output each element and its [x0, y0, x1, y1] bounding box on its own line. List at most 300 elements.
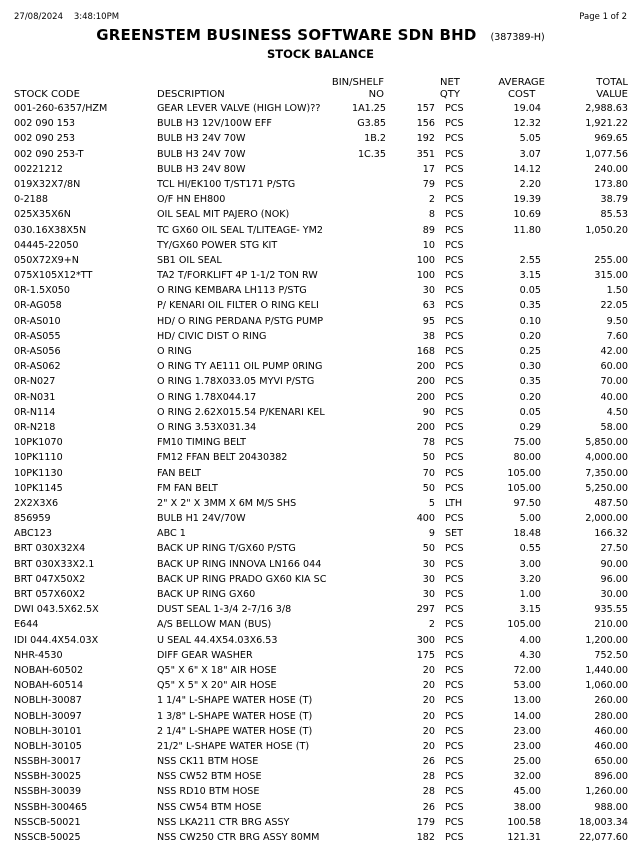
row-total-value: 42.00	[600, 346, 628, 357]
row-bin-shelf: G3.85	[357, 118, 386, 130]
row-uom: PCS	[445, 330, 464, 342]
row-description: TA2 T/FORKLIFT 4P 1-1/2 TON RW	[157, 270, 318, 282]
col-avg-line2: COST	[508, 89, 536, 100]
row-average-cost: 72.00	[513, 664, 541, 676]
row-total-value: 280.00	[594, 710, 628, 722]
row-bin-shelf: 1A1.25	[351, 103, 386, 114]
row-description: ABC 1	[157, 528, 186, 540]
table-row	[0, 298, 641, 313]
row-uom: PCS	[445, 224, 464, 236]
row-net-qty: 30	[422, 558, 435, 570]
row-total-value: 1,440.00	[585, 664, 628, 676]
row-uom: PCS	[445, 649, 464, 661]
row-description: A/S BELLOW MAN (BUS)	[157, 619, 272, 631]
row-net-qty: 200	[416, 391, 435, 403]
row-total-value: 315.00	[594, 270, 628, 282]
row-total-value: 27.50	[600, 543, 628, 555]
table-row	[0, 815, 641, 830]
table-row	[0, 739, 641, 754]
row-description: O RING TY AE111 OIL PUMP 0RING	[157, 361, 323, 373]
row-total-value: 1,200.00	[585, 634, 628, 646]
row-uom: PCS	[445, 346, 464, 357]
row-total-value: 5,250.00	[585, 482, 628, 494]
row-stock-code: 0R-AS055	[14, 330, 61, 342]
row-net-qty: 2	[428, 619, 435, 631]
row-uom: PCS	[445, 300, 464, 312]
row-stock-code: 0R-N218	[14, 421, 56, 433]
row-stock-code: 04445-22050	[14, 239, 79, 251]
row-stock-code: NOBAH-60502	[14, 664, 84, 676]
row-net-qty: 89	[422, 224, 435, 236]
row-total-value: 1.50	[606, 285, 628, 297]
row-stock-code: NSSBH-30039	[14, 786, 82, 798]
row-stock-code: BRT 030X32X4	[14, 543, 86, 555]
row-net-qty: 351	[416, 148, 435, 160]
row-average-cost: 3.15	[519, 270, 541, 282]
table-row	[0, 526, 641, 541]
row-average-cost: 105.00	[507, 467, 541, 479]
row-net-qty: 200	[416, 376, 435, 388]
row-net-qty: 17	[422, 163, 435, 175]
row-net-qty: 157	[416, 103, 435, 114]
row-description: BACK UP RING T/GX60 P/STG	[157, 543, 296, 555]
row-uom: PCS	[445, 103, 464, 114]
page-number: Page 1 of 2	[579, 12, 627, 22]
row-stock-code: 0R-1.5X050	[14, 285, 70, 297]
row-net-qty: 179	[416, 816, 435, 828]
row-uom: PCS	[445, 664, 464, 676]
row-description: 2 1/4" L-SHAPE WATER HOSE (T)	[157, 725, 313, 737]
row-description: NSS CW250 CTR BRG ASSY 80MM	[157, 832, 320, 843]
row-description: BULB H3 24V 70W	[157, 148, 246, 160]
row-average-cost: 2.20	[519, 178, 541, 190]
row-stock-code: DWI 043.5X62.5X	[14, 604, 99, 616]
row-uom: PCS	[445, 786, 464, 798]
row-net-qty: 30	[422, 285, 435, 297]
row-uom: PCS	[445, 376, 464, 388]
row-stock-code: 019X32X7/8N	[14, 178, 81, 190]
table-row	[0, 663, 641, 678]
table-row	[0, 466, 641, 481]
table-row	[0, 238, 641, 253]
row-uom: PCS	[445, 285, 464, 297]
row-average-cost: 0.29	[519, 421, 541, 433]
row-total-value: 1,921.22	[585, 118, 628, 130]
table-row	[0, 784, 641, 799]
row-stock-code: 10PK1145	[14, 482, 63, 494]
row-description: O RING 3.53X031.34	[157, 421, 257, 433]
table-row	[0, 223, 641, 238]
row-description: BULB H1 24V/70W	[157, 513, 246, 525]
row-stock-code: 10PK1130	[14, 467, 63, 479]
table-row	[0, 450, 641, 465]
row-average-cost: 12.32	[513, 118, 541, 130]
row-description: DIFF GEAR WASHER	[157, 649, 253, 661]
col-qty-line2: QTY	[439, 89, 460, 100]
table-row	[0, 709, 641, 724]
row-uom: PCS	[445, 239, 464, 251]
row-average-cost: 23.00	[513, 740, 541, 752]
row-uom: PCS	[445, 801, 464, 813]
row-uom: PCS	[445, 421, 464, 433]
row-total-value: 1,050.20	[585, 224, 628, 236]
row-uom: LTH	[445, 497, 463, 509]
row-net-qty: 28	[422, 771, 435, 783]
table-row	[0, 557, 641, 572]
row-net-qty: 50	[422, 543, 435, 555]
table-row	[0, 633, 641, 648]
row-stock-code: 0-2188	[14, 194, 48, 206]
row-description: NSS CK11 BTM HOSE	[157, 756, 259, 768]
row-stock-code: 10PK1110	[14, 452, 63, 464]
row-stock-code: NSSCB-50021	[14, 816, 81, 828]
row-net-qty: 78	[422, 437, 435, 449]
row-total-value: 30.00	[600, 589, 628, 600]
row-average-cost: 18.48	[513, 528, 541, 540]
row-uom: PCS	[445, 270, 464, 282]
row-uom: PCS	[445, 589, 464, 600]
row-stock-code: NOBLH-30101	[14, 725, 82, 737]
row-stock-code: BRT 057X60X2	[14, 589, 86, 600]
row-net-qty: 20	[422, 664, 435, 676]
table-row	[0, 268, 641, 283]
row-description: DUST SEAL 1-3/4 2-7/16 3/8	[157, 604, 292, 616]
row-stock-code: NSSBH-30025	[14, 771, 82, 783]
row-bin-shelf: 1B.2	[364, 133, 386, 145]
row-total-value: 5,850.00	[585, 437, 628, 449]
row-stock-code: NOBLH-30105	[14, 740, 82, 752]
table-row	[0, 192, 641, 207]
row-net-qty: 50	[422, 482, 435, 494]
row-net-qty: 26	[422, 756, 435, 768]
row-total-value: 260.00	[594, 695, 628, 707]
row-average-cost: 5.05	[519, 133, 541, 145]
col-bin-shelf	[332, 77, 384, 101]
row-total-value: 4,000.00	[585, 452, 628, 464]
row-average-cost: 0.55	[519, 543, 541, 555]
row-net-qty: 10	[422, 239, 435, 251]
row-total-value: 460.00	[594, 725, 628, 737]
row-description: FM FAN BELT	[157, 482, 218, 494]
row-average-cost: 2.55	[519, 254, 541, 266]
row-uom: PCS	[445, 513, 464, 525]
row-description: SB1 OIL SEAL	[157, 254, 222, 266]
row-average-cost: 19.39	[513, 194, 541, 206]
col-total-line1: TOTAL	[596, 77, 628, 88]
row-uom: PCS	[445, 740, 464, 752]
table-row	[0, 830, 641, 845]
row-uom: PCS	[445, 695, 464, 707]
table-row	[0, 769, 641, 784]
row-uom: PCS	[445, 771, 464, 783]
row-total-value: 255.00	[594, 254, 628, 266]
row-uom: PCS	[445, 178, 464, 190]
table-row	[0, 420, 641, 435]
table-row	[0, 147, 641, 162]
row-average-cost: 97.50	[513, 497, 541, 509]
row-uom: PCS	[445, 710, 464, 722]
row-total-value: 240.00	[594, 163, 628, 175]
row-total-value: 7.60	[606, 330, 628, 342]
row-description: HD/ CIVIC DIST O RING	[157, 330, 267, 342]
row-description: TCL HI/EK100 T/ST171 P/STG	[157, 178, 296, 190]
table-row	[0, 572, 641, 587]
row-net-qty: 5	[428, 497, 435, 509]
row-stock-code: NOBLH-30097	[14, 710, 82, 722]
row-description: 1 1/4" L-SHAPE WATER HOSE (T)	[157, 695, 313, 707]
row-average-cost: 5.00	[519, 513, 541, 525]
row-total-value: 752.50	[594, 649, 628, 661]
row-total-value: 60.00	[600, 361, 628, 373]
row-description: NSS RD10 BTM HOSE	[157, 786, 260, 798]
row-stock-code: E644	[14, 619, 39, 631]
row-average-cost: 0.20	[519, 330, 541, 342]
row-description: NSS CW54 BTM HOSE	[157, 801, 262, 813]
row-description: BACK UP RING GX60	[157, 589, 256, 600]
row-net-qty: 30	[422, 589, 435, 600]
col-bin-line2: NO	[368, 89, 384, 100]
row-total-value: 70.00	[600, 376, 628, 388]
table-row	[0, 541, 641, 556]
row-description: TY/GX60 POWER STG KIT	[157, 239, 278, 251]
row-net-qty: 70	[422, 467, 435, 479]
row-total-value: 90.00	[600, 558, 628, 570]
row-total-value: 2,988.63	[585, 103, 628, 114]
row-net-qty: 20	[422, 680, 435, 692]
row-total-value: 896.00	[594, 771, 628, 783]
table-row	[0, 481, 641, 496]
row-description: O RING 1.78X033.05 MYVI P/STG	[157, 376, 315, 388]
row-average-cost: 0.30	[519, 361, 541, 373]
table-row	[0, 800, 641, 815]
table-row	[0, 496, 641, 511]
row-uom: PCS	[445, 482, 464, 494]
row-total-value: 210.00	[594, 619, 628, 631]
row-average-cost: 0.05	[519, 285, 541, 297]
row-net-qty: 38	[422, 330, 435, 342]
row-net-qty: 100	[416, 254, 435, 266]
row-total-value: 7,350.00	[585, 467, 628, 479]
row-total-value: 22,077.60	[579, 832, 628, 843]
row-stock-code: 0R-N027	[14, 376, 56, 388]
row-description: O RING 2.62X015.54 P/KENARI KEL	[157, 406, 325, 418]
row-uom: PCS	[445, 604, 464, 616]
row-description: 2" X 2" X 3MM X 6M M/S SHS	[157, 497, 297, 509]
row-net-qty: 50	[422, 452, 435, 464]
report-time: 3:48:10PM	[73, 12, 120, 22]
row-net-qty: 8	[428, 209, 435, 221]
row-description: O RING KEMBARA LH113 P/STG	[157, 285, 307, 297]
row-description: BULB H3 24V 70W	[157, 133, 246, 145]
table-row	[0, 754, 641, 769]
row-stock-code: NOBAH-60514	[14, 680, 84, 692]
row-stock-code: NHR-4530	[14, 649, 63, 661]
row-stock-code: IDI 044.4X54.03X	[14, 634, 99, 646]
company-name: GREENSTEM BUSINESS SOFTWARE SDN BHD	[96, 26, 477, 44]
row-total-value: 460.00	[594, 740, 628, 752]
row-description: O RING	[157, 346, 192, 357]
row-description: BACK UP RING PRADO GX60 KIA SC	[157, 573, 327, 585]
row-uom: PCS	[445, 361, 464, 373]
col-bin-line1: BIN/SHELF	[331, 77, 384, 88]
row-average-cost: 75.00	[513, 437, 541, 449]
company-reg-no: (387389-H)	[490, 32, 545, 43]
report-date: 27/08/2024	[14, 12, 63, 22]
table-row	[0, 678, 641, 693]
row-uom: PCS	[445, 194, 464, 206]
row-average-cost: 13.00	[513, 695, 541, 707]
row-average-cost: 4.00	[519, 634, 541, 646]
row-net-qty: 20	[422, 740, 435, 752]
row-uom: PCS	[445, 543, 464, 555]
table-row	[0, 693, 641, 708]
row-average-cost: 0.25	[519, 346, 541, 357]
col-avg-line1: AVERAGE	[498, 77, 545, 88]
row-stock-code: BRT 047X50X2	[14, 573, 86, 585]
row-stock-code: 0R-AS056	[14, 346, 61, 357]
table-row	[0, 374, 641, 389]
row-net-qty: 20	[422, 695, 435, 707]
table-row	[0, 511, 641, 526]
row-net-qty: 28	[422, 786, 435, 798]
table-row	[0, 207, 641, 222]
row-uom: PCS	[445, 118, 464, 130]
row-uom: PCS	[445, 133, 464, 145]
table-row	[0, 314, 641, 329]
row-uom: SET	[445, 528, 464, 540]
row-stock-code: NSSCB-50025	[14, 832, 81, 843]
row-description: U SEAL 44.4X54.03X6.53	[157, 634, 278, 646]
row-average-cost: 32.00	[513, 771, 541, 783]
row-total-value: 4.50	[606, 406, 628, 418]
col-total-line2: VALUE	[596, 89, 628, 100]
row-net-qty: 175	[416, 649, 435, 661]
table-row	[0, 329, 641, 344]
row-uom: PCS	[445, 391, 464, 403]
row-description: NSS LKA211 CTR BRG ASSY	[157, 816, 290, 828]
row-net-qty: 192	[416, 133, 435, 145]
row-stock-code: 002 090 253-T	[14, 148, 84, 160]
row-net-qty: 300	[416, 634, 435, 646]
row-stock-code: NSSBH-300465	[14, 801, 88, 813]
row-uom: PCS	[445, 619, 464, 631]
row-average-cost: 0.35	[519, 300, 541, 312]
row-stock-code: 0R-AS010	[14, 315, 61, 327]
row-uom: PCS	[445, 148, 464, 160]
row-uom: PCS	[445, 573, 464, 585]
row-total-value: 173.80	[594, 178, 628, 190]
row-total-value: 40.00	[600, 391, 628, 403]
company-header	[0, 26, 641, 44]
row-uom: PCS	[445, 634, 464, 646]
row-total-value: 935.55	[594, 604, 628, 616]
row-description: P/ KENARI OIL FILTER O RING KELI	[157, 300, 319, 312]
row-average-cost: 105.00	[507, 482, 541, 494]
row-description: Q5" X 6" X 18" AIR HOSE	[157, 664, 277, 676]
col-qty-line1: NET	[439, 77, 460, 88]
table-row	[0, 177, 641, 192]
table-row	[0, 648, 641, 663]
row-net-qty: 297	[416, 604, 435, 616]
row-net-qty: 95	[422, 315, 435, 327]
table-row	[0, 724, 641, 739]
row-description: BULB H3 12V/100W EFF	[157, 118, 272, 130]
row-stock-code: 10PK1070	[14, 437, 63, 449]
table-row	[0, 344, 641, 359]
row-stock-code: 00221212	[14, 163, 63, 175]
col-net-qty	[440, 77, 460, 101]
row-net-qty: 182	[416, 832, 435, 843]
row-average-cost: 38.00	[513, 801, 541, 813]
table-row	[0, 283, 641, 298]
row-average-cost: 3.20	[519, 573, 541, 585]
row-uom: PCS	[445, 437, 464, 449]
row-stock-code: 856959	[14, 513, 51, 525]
row-stock-code: BRT 030X33X2.1	[14, 558, 95, 570]
row-description: BULB H3 24V 80W	[157, 163, 246, 175]
row-total-value: 9.50	[606, 315, 628, 327]
row-average-cost: 14.00	[513, 710, 541, 722]
col-total-value	[596, 77, 628, 101]
row-stock-code: NOBLH-30087	[14, 695, 82, 707]
row-total-value: 22.05	[600, 300, 628, 312]
row-description: O RING 1.78X044.17	[157, 391, 257, 403]
row-total-value: 96.00	[600, 573, 628, 585]
table-row	[0, 587, 641, 602]
row-stock-code: 0R-N114	[14, 406, 56, 418]
row-net-qty: 79	[422, 178, 435, 190]
row-average-cost: 25.00	[513, 756, 541, 768]
row-stock-code: 001-260-6357/HZM	[14, 103, 108, 114]
row-total-value: 1,060.00	[585, 680, 628, 692]
row-average-cost: 0.35	[519, 376, 541, 388]
row-total-value: 650.00	[594, 756, 628, 768]
row-uom: PCS	[445, 209, 464, 221]
row-average-cost: 11.80	[513, 224, 541, 236]
row-average-cost: 1.00	[519, 589, 541, 600]
row-stock-code: ABC123	[14, 528, 52, 540]
row-description: O/F HN EH800	[157, 194, 226, 206]
table-row	[0, 101, 641, 116]
column-headers	[0, 77, 641, 101]
row-net-qty: 90	[422, 406, 435, 418]
row-description: FAN BELT	[157, 467, 201, 479]
row-net-qty: 9	[428, 528, 435, 540]
row-uom: PCS	[445, 452, 464, 464]
row-stock-code: 0R-N031	[14, 391, 56, 403]
row-average-cost: 121.31	[507, 832, 541, 843]
row-description: FM10 TIMING BELT	[157, 437, 247, 449]
report-datetime	[14, 12, 119, 22]
table-row	[0, 131, 641, 146]
col-average-cost	[498, 77, 545, 101]
row-description: HD/ O RING PERDANA P/STG PUMP	[157, 315, 324, 327]
row-description: 1 3/8" L-SHAPE WATER HOSE (T)	[157, 710, 313, 722]
row-average-cost: 0.05	[519, 406, 541, 418]
col-description: DESCRIPTION	[157, 89, 225, 100]
row-bin-shelf: 1C.35	[357, 148, 386, 160]
row-uom: PCS	[445, 558, 464, 570]
row-net-qty: 20	[422, 725, 435, 737]
row-stock-code: 050X72X9+N	[14, 254, 79, 266]
row-average-cost: 100.58	[507, 816, 541, 828]
row-total-value: 85.53	[600, 209, 628, 221]
col-stock-code: STOCK CODE	[14, 89, 80, 100]
row-net-qty: 63	[422, 300, 435, 312]
row-average-cost: 0.10	[519, 315, 541, 327]
row-uom: PCS	[445, 315, 464, 327]
row-average-cost: 4.30	[519, 649, 541, 661]
